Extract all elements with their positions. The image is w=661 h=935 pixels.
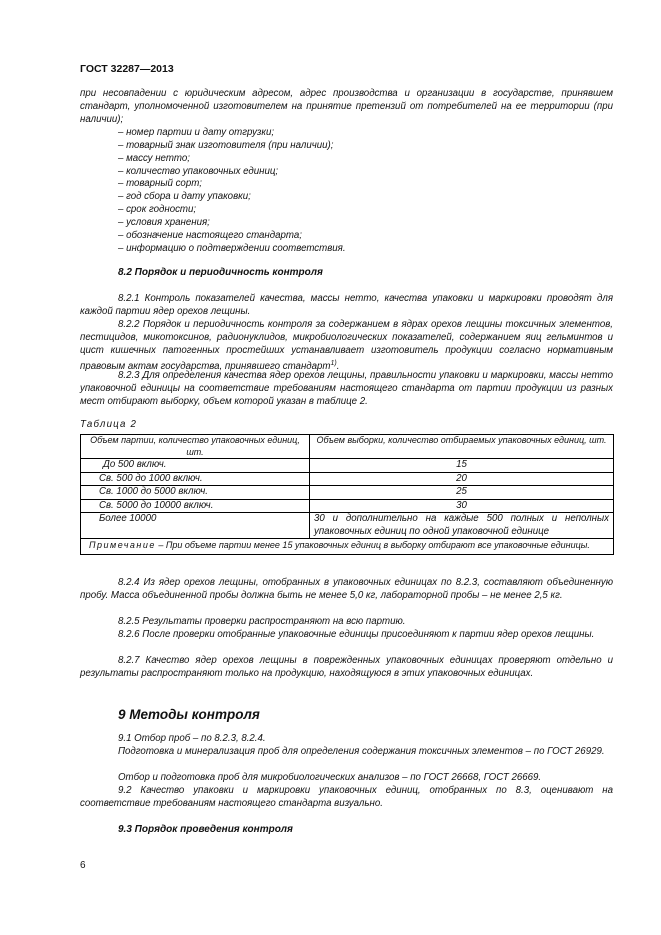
footnote-ref: 1) [330,359,337,367]
column-header-lot: Объем партии, количество упаковочных единиц, шт. [81,435,310,459]
sample-size-table [80,434,614,555]
list-item: – товарный знак изготовителя (при наличии); [118,139,334,151]
list-item: – год сбора и дату упаковки; [118,191,251,203]
table-caption: Таблица 2 [80,419,138,430]
list-item: – номер партии и дату отгрузки; [118,127,275,138]
paragraph-8-2-3: 8.2.3 Для определения качества ядер орехов лещины, правильности упаковки и маркировки, массы нетто упаковочной единицы на соответствие требованиям настоящего стандарта от партии продукции из разных мест отбирают выборку, объем которой указан в таблице 2. [80,370,613,407]
table-note-row [81,539,614,555]
note-text: – При объеме партии менее 15 упаковочных единиц в выборку отбирают все упаковочные единицы. [155,540,590,550]
sample-size-cell: 15 [310,459,614,473]
section-8-2-heading: 8.2 Порядок и периодичность контроля [118,267,323,278]
list-item: – условия хранения; [118,216,210,228]
list-item: – количество упаковочных единиц; [118,165,279,177]
paragraph-8-2-5: 8.2.5 Результаты проверки распространяют на всю партию. [118,616,406,627]
table-row [81,513,614,539]
sample-size-cell: 30 [310,499,614,513]
section-9-heading: 9 Методы контроля [118,707,260,722]
paragraph-8-2-7: 8.2.7 Качество ядер орехов лещины в поврежденных упаковочных единицах проверяют отдельно и результаты распространяют только на продукцию, находящуюся в этих упаковочных единицах. [80,655,613,679]
column-header-sample: Объем выборки, количество отбираемых упаковочных единиц, шт. [310,435,614,459]
paragraph-8-2-2-text: 8.2.2 Порядок и периодичность контроля за содержанием в ядрах орехов лещины токсичных элементов, пестицидов, микотоксинов, радионуклидов, микробиологических показателей, содержанием яиц гельминтов и цист кишечных патогенных простейших устанавливает изготовитель продукции согласно нормативным правовым актам государства, принявшего стандарт [80,319,613,372]
table-note [81,539,614,555]
table-row [81,486,614,500]
table-row [81,499,614,513]
list-item: – информацию о подтверждении соответствия. [118,242,346,254]
lot-size-cell: Более 10000 [81,513,310,539]
intro-paragraph: при несовпадении с юридическим адресом, адрес производства и организации в государстве, принявшем стандарт, уполномоченной изготовителем на принятие претензий от потребителей на ее территории (при наличии); [80,88,613,125]
document-header: ГОСТ 32287—2013 [80,63,174,75]
label-info-list [118,127,346,255]
lot-size-cell: Св. 1000 до 5000 включ. [81,486,310,500]
sample-size-cell: 30 и дополнительно на каждые 500 полных и неполных упаковочных единиц по одной упаковочной единице [310,513,614,539]
paragraph-8-2-6: 8.2.6 После проверки отобранные упаковочные единицы присоединяют к партии ядер орехов лещины. [118,629,595,640]
paragraph-9-2: 9.2 Качество упаковки и маркировки упаковочных единиц, отобранных по 8.3, оценивают на соответствие требованиям настоящего стандарта визуально. [80,785,613,809]
page-number: 6 [80,860,86,871]
paragraph-8-2-2 [80,319,613,374]
table-row [81,459,614,473]
note-label: Примечание [89,540,156,550]
table-row [81,472,614,486]
paragraph-9-1-micro: Отбор и подготовка проб для микробиологических анализов – по ГОСТ 26668, ГОСТ 26669. [118,772,542,783]
list-item: – массу нетто; [118,152,190,164]
sample-size-cell: 20 [310,472,614,486]
paragraph-8-2-2-end: . [336,360,340,372]
lot-size-cell: До 500 включ. [81,459,310,473]
paragraph-8-2-4: 8.2.4 Из ядер орехов лещины, отобранных в упаковочных единицах по 8.2.3, составляют объединенную пробу. Масса объединенной пробы должна быть не менее 5,0 кг, лабораторной пробы – не менее 2,5 кг. [80,577,613,601]
list-item: – срок годности; [118,204,197,216]
sample-size-cell: 25 [310,486,614,500]
section-9-3-heading: 9.3 Порядок проведения контроля [118,824,293,835]
paragraph-9-1-prep: Подготовка и минерализация проб для определения содержания токсичных элементов – по ГОСТ 26929. [118,746,605,757]
paragraph-9-1: 9.1 Отбор проб – по 8.2.3, 8.2.4. [118,733,266,744]
lot-size-cell: Св. 500 до 1000 включ. [81,472,310,486]
list-item: – обозначение настоящего стандарта; [118,229,302,241]
paragraph-8-2-1: 8.2.1 Контроль показателей качества, массы нетто, качества упаковки и маркировки проводят для каждой партии ядер орехов лещины. [80,293,613,317]
list-item: – товарный сорт; [118,178,202,190]
lot-size-cell: Св. 5000 до 10000 включ. [81,499,310,513]
